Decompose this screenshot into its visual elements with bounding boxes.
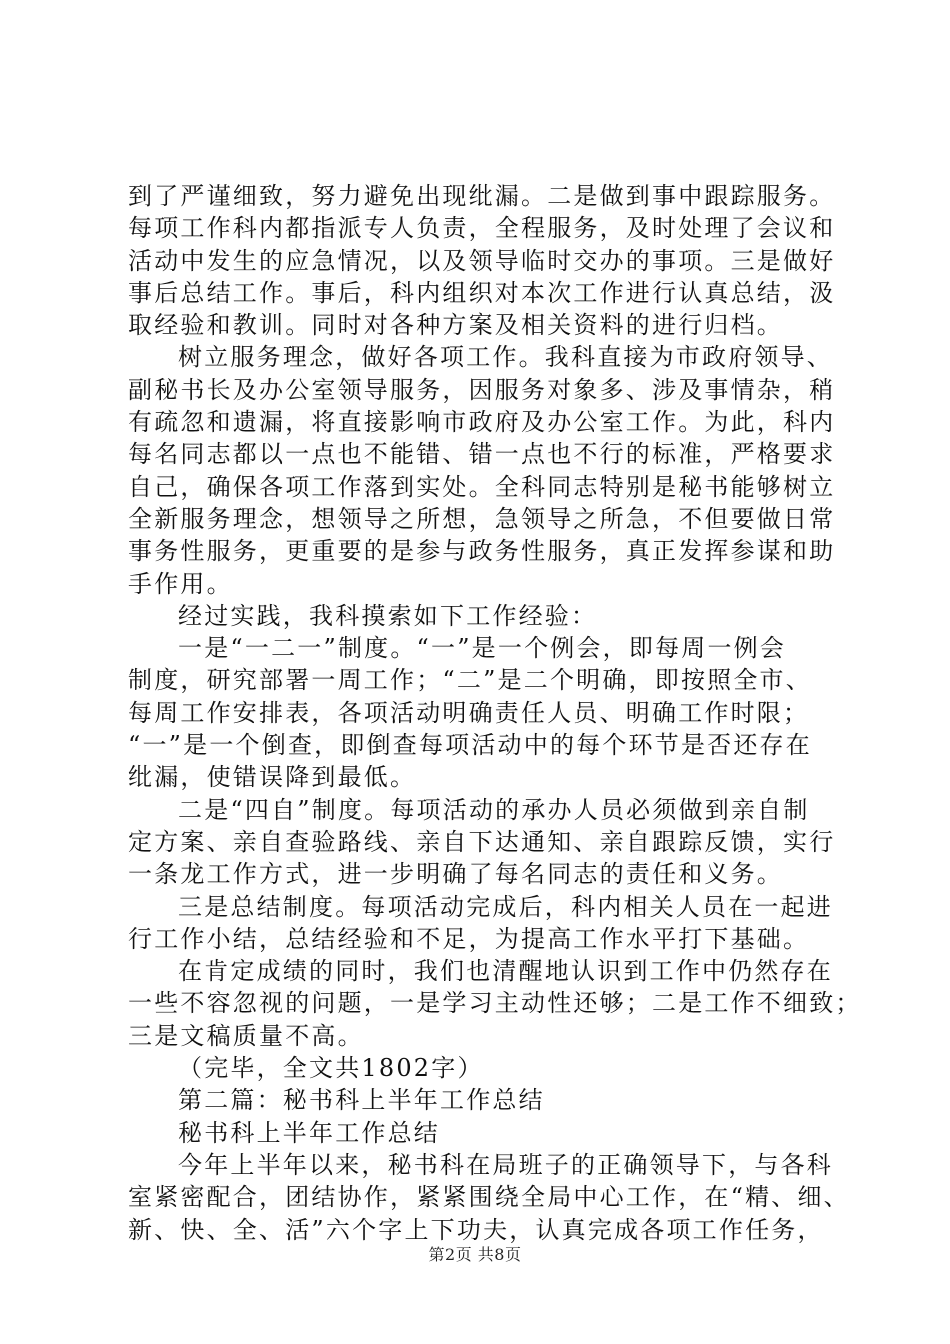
text-line: 今年上半年以来，秘书科在局班子的正确领导下，与各科: [178, 1150, 833, 1179]
text-line: 室紧密配合，团结协作，紧紧围绕全局中心工作，在“精、细、: [128, 1183, 850, 1212]
text-line: 树立服务理念，做好各项工作。我科直接为市政府领导、: [178, 343, 833, 372]
text-line: 定方案、亲自查验路线、亲自下达通知、亲自跟踪反馈，实行: [128, 827, 836, 856]
text-line: 三是文稿质量不高。: [128, 1021, 364, 1050]
text-line: “一”是一个倒查，即倒查每项活动中的每个环节是否还存在: [128, 731, 812, 760]
text-line: 副秘书长及办公室领导服务，因服务对象多、涉及事情杂，稍: [128, 375, 836, 404]
text-line: 在肯定成绩的同时，我们也清醒地认识到工作中仍然存在: [178, 957, 833, 986]
text-line: 一是“一二一”制度。“一”是一个例会，即每周一例会: [178, 634, 787, 663]
text-line: 每项工作科内都指派专人负责，全程服务，及时处理了会议和: [128, 214, 836, 243]
text-line: 行工作小结，总结经验和不足，为提高工作水平打下基础。: [128, 924, 810, 953]
text-line: 每名同志都以一点也不能错、错一点也不行的标准，严格要求: [128, 440, 836, 469]
text-line: 手作用。: [128, 569, 233, 598]
text-line: 事务性服务，更重要的是参与政务性服务，真正发挥参谋和助: [128, 537, 836, 566]
page-footer: 第2页 共8页: [428, 1245, 522, 1264]
text-line: 二是“四自”制度。每项活动的承办人员必须做到亲自制: [178, 795, 810, 824]
text-line: 一条龙工作方式，进一步明确了每名同志的责任和义务。: [128, 860, 783, 889]
text-line: 一些不容忽视的问题，一是学习主动性还够；二是工作不细致；: [128, 989, 862, 1018]
text-line: 事后总结工作。事后，科内组织对本次工作进行认真总结，汲: [128, 278, 836, 307]
text-line: 全新服务理念，想领导之所想，急领导之所急，不但要做日常: [128, 504, 836, 533]
text-line: 制度，研究部署一周工作；“二”是二个明确，即按照全市、: [128, 666, 812, 695]
text-line: 取经验和教训。同时对各种方案及相关资料的进行归档。: [128, 311, 783, 340]
text-line: 到了严谨细致，努力避免出现纰漏。二是做到事中跟踪服务。: [128, 182, 836, 210]
text-line: 三是总结制度。每项活动完成后，科内相关人员在一起进: [178, 892, 833, 921]
text-line: 活动中发生的应急情况，以及领导临时交办的事项。三是做好: [128, 246, 836, 275]
text-line: （完毕，全文共1802字）: [178, 1054, 484, 1083]
text-line: 有疏忽和遗漏，将直接影响市政府及办公室工作。为此，科内: [128, 408, 836, 437]
text-line: 新、快、全、活”六个字上下功夫，认真完成各项工作任务，: [128, 1215, 824, 1244]
text-line: 经过实践，我科摸索如下工作经验：: [178, 601, 598, 630]
text-line: 第二篇：秘书科上半年工作总结: [178, 1086, 545, 1115]
text-line: 纰漏，使错误降到最低。: [128, 763, 417, 792]
text-line: 自己，确保各项工作落到实处。全科同志特别是秘书能够树立: [128, 472, 836, 501]
text-line: 秘书科上半年工作总结: [178, 1118, 440, 1147]
document-body: [128, 180, 862, 1246]
text-line: 每周工作安排表，各项活动明确责任人员、明确工作时限；: [128, 698, 810, 727]
